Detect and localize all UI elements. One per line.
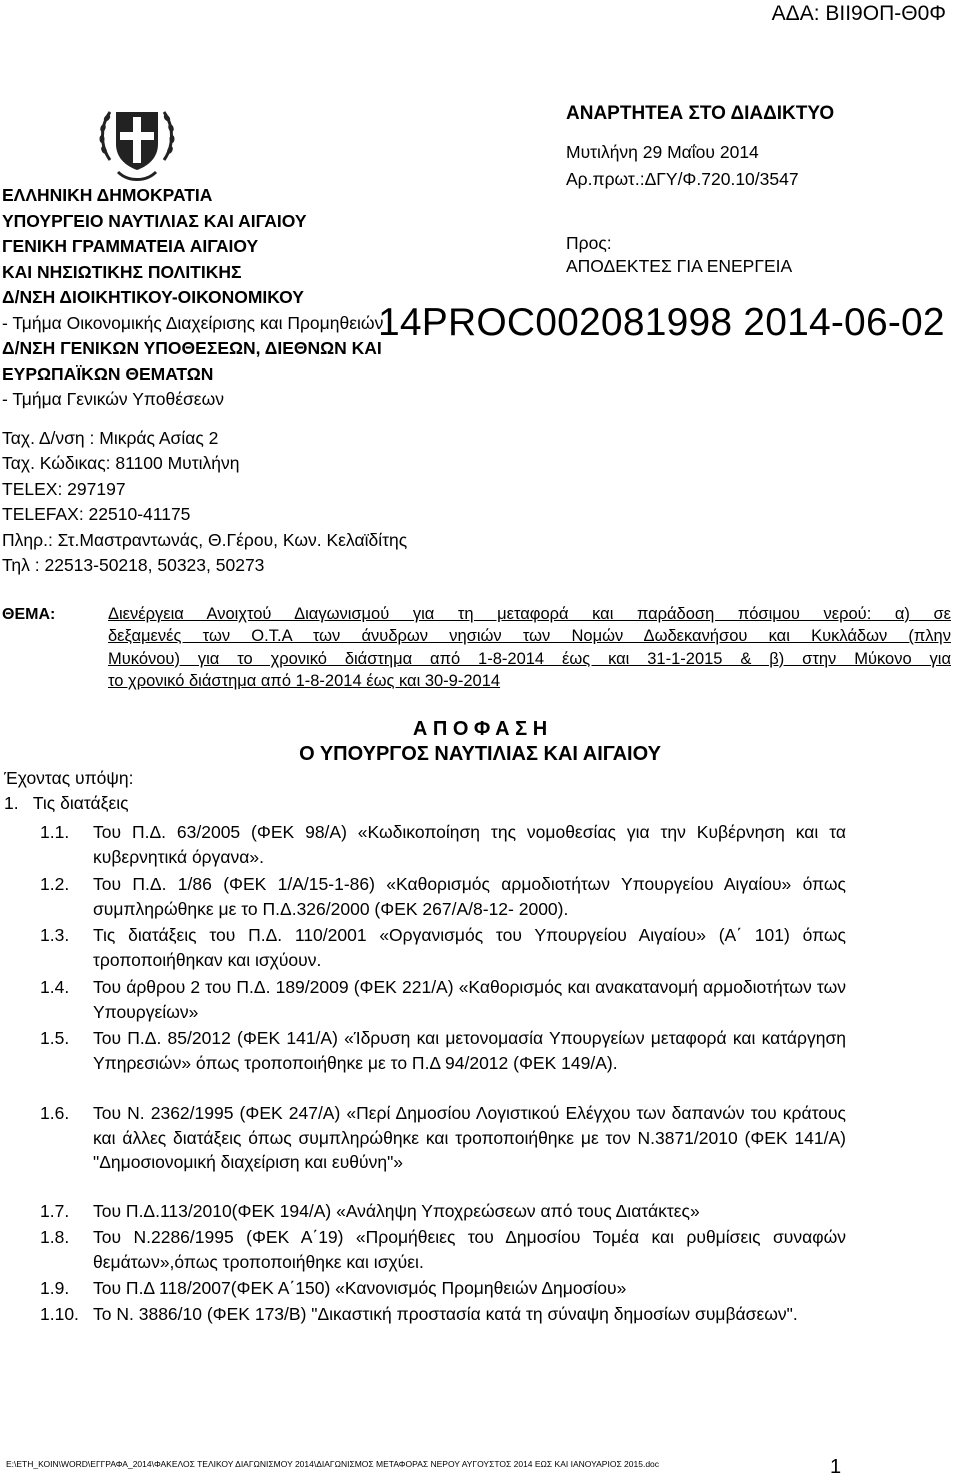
file-path-footer: E:\ΕΤΗ_ΚΟΙΝ\WORD\ΕΓΓΡΑΦΑ_2014\ΦΑΚΕΛΟΣ ΤΕΛΙΚΟΥ ΔΙΑΓΩΝΙΣΜΟΥ 2014\ΔΙΑΓΩΝΙΣΜΟΣ ΜΕΤΑΦΟΡΑΣ ΝΕΡΟΥ ΑΥΓΟΥΣΤΟΣ 2014 ΕΩΣ ΚΑΙ ΙΑΝΟΥΑΡΙΟΣ 2015.doc [6,1459,660,1469]
list-item [40,872,846,922]
subject-line: το χρονικό διάστημα από 1-8-2014 έως και 30-9-2014 [108,671,501,690]
header-line: - Τμήμα Γενικών Υποθέσεων [2,389,225,409]
list-item [40,1199,846,1225]
list-item [40,975,846,1025]
item-text: Του Π.Δ. 1/86 (ΦΕΚ 1/Α/15-1-86) «Καθορισμός αρμοδιοτήτων Υπουργείου Αιγαίου» όπως συμπληρώθηκε με το Π.Δ.326/2000 (ΦΕΚ 267/Α/8-12- 2000). [93,874,846,919]
item-text: Του Ν. 2362/1995 (ΦΕΚ 247/Α) «Περί Δημοσίου Λογιστικού Ελέγχου των δαπανών του κράτους και άλλες διατάξεις όπως συμπληρώθηκε και τροποποιήθηκε με τον Ν.3871/2010 (ΦΕΚ 141/Α) "Δημοσιονομική διαχείριση και ευθύνη"» [93,1103,846,1172]
list-item [40,1302,846,1352]
header-line: - Τμήμα Οικονομικής Διαχείρισης και Προμηθειών [2,312,384,333]
header-line: ΕΥΡΩΠΑΪΚΩΝ ΘΕΜΑΤΩΝ [2,363,214,384]
recipient-block [566,100,834,280]
header-line: ΕΛΛΗΝΙΚΗ ΔΗΜΟΚΡΑΤΙΑ [2,185,213,205]
list-item [40,820,846,870]
considering-label: Έχοντας υπόψη: [4,768,134,788]
address-line: TELEX: 297197 [2,478,126,499]
item-number: 1.6. [40,1103,70,1123]
post-notice: ΑΝΑΡΤΗΤΕΑ ΣΤΟ ΔΙΑΔΙΚΤΥΟ [566,103,835,124]
point-one: 1. Τις διατάξεις [4,793,129,813]
greek-coat-of-arms-icon [98,98,176,184]
item-text: Του Π.Δ. 85/2012 (ΦΕΚ 141/Α) «Ίδρυση και μετονομασία Υπουργείων μεταφορά και κατάργηση Υπηρεσιών» όπως τροποποιήθηκε με το Π.Δ 94/2012 (ΦΕΚ 149/Α). [93,1028,846,1073]
item-number: 1.9. [40,1278,70,1298]
item-text: Του Π.Δ 118/2007(ΦΕΚ Α΄150) «Κανονισμός Προμηθειών Δημοσίου» [93,1278,627,1298]
list-item [40,1276,846,1302]
item-text: Του Ν.2286/1995 (ΦΕΚ Α΄19) «Προμήθειες του Δημοσίου Τομέα και ρυθμίσεις συναφών θεμάτων»,όπως τροποποιήθηκε και ισχύει. [93,1227,846,1272]
item-number: 1.7. [40,1201,70,1221]
address-line: Πληρ.: Στ.Μαστραντωνάς, Θ.Γέρου, Κων. Κελαϊδίτης [2,529,408,550]
issuer-header [2,183,407,579]
item-number: 1.8. [40,1227,70,1247]
document-date: Μυτιλήνη 29 Μαΐου 2014 [566,142,759,162]
procurement-stamp: 14PROC002081998 2014-06-02 [378,301,945,344]
decision-title: Α Π Ο Φ Α Σ Η [412,718,548,740]
address-line: TELEFAX: 22510-41175 [2,504,191,524]
subject-text [108,603,951,692]
item-number: 1.4. [40,977,70,997]
protocol-number: Αρ.πρωτ.:ΔΓΥ/Φ.720.10/3547 [566,169,799,189]
item-text: Του Π.Δ. 63/2005 (ΦΕΚ 98/Α) «Κωδικοποίηση της νομοθεσίας για την Κυβέρνηση και τα κυβερνητικά όργανα». [93,822,846,867]
header-line: Δ/ΝΣΗ ΔΙΟΙΚΗΤΙΚΟΥ-ΟΙΚΟΝΟΜΙΚΟΥ [2,287,304,307]
recipient-value: ΑΠΟΔΕΚΤΕΣ ΓΙΑ ΕΝΕΡΓΕΙΑ [566,256,793,276]
header-line: ΥΠΟΥΡΓΕΙΟ ΝΑΥΤΙΛΙΑΣ ΚΑΙ ΑΙΓΑΙΟΥ [2,210,307,231]
subject-label: ΘΕΜΑ: [2,606,56,623]
list-item [40,1026,846,1100]
item-number: 1.2. [40,874,70,894]
list-item [40,1225,846,1275]
item-number: 1.5. [40,1028,70,1048]
item-text: Το Ν. 3886/10 (ΦΕΚ 173/Β) "Δικαστική προστασία κατά τη σύναψη δημοσίων συμβάσεων". [93,1304,798,1324]
list-item [40,1101,846,1199]
header-line: ΚΑΙ ΝΗΣΙΩΤΙΚΗΣ ΠΟΛΙΤΙΚΗΣ [2,261,242,282]
item-number: 1.10. [40,1304,79,1324]
header-line: ΓΕΝΙΚΗ ΓΡΑΜΜΑΤΕΙΑ ΑΙΓΑΙΟΥ [2,236,259,256]
recipient-label: Προς: [566,233,612,253]
decision-subtitle: Ο ΥΠΟΥΡΓΟΣ ΝΑΥΤΙΛΙΑΣ ΚΑΙ ΑΙΓΑΙΟΥ [299,743,661,765]
address-line: Ταχ. Κώδικας: 81100 Μυτιλήνη [2,453,240,473]
item-text: Του Π.Δ.113/2010(ΦΕΚ 194/Α) «Ανάληψη Υποχρεώσεων από τους Διατάκτες» [93,1201,700,1221]
list-item [40,923,846,973]
subject-line: Διενέργεια Ανοιχτού Διαγωνισμού για τη μεταφορά και παράδοση πόσιμου νερού: α) σε [108,605,951,623]
subject-line: Μυκόνου) για το χρονικό διάστημα από 1-8-2014 έως και 31-1-2015 & β) στην Μύκονο για [108,649,951,668]
item-text: Τις διατάξεις του Π.Δ. 110/2001 «Οργανισμός του Υπουργείου Αιγαίου» (Α΄ 101) όπως τροποποιήθηκαν και ισχύουν. [93,925,846,970]
header-line: Δ/ΝΣΗ ΓΕΝΙΚΩΝ ΥΠΟΘΕΣΕΩΝ, ΔΙΕΘΝΩΝ ΚΑΙ [2,338,382,358]
item-number: 1.3. [40,925,70,945]
ada-code: ΑΔΑ: ΒΙΙ9ΟΠ-Θ0Φ [771,2,946,25]
item-number: 1.1. [40,822,70,842]
address-line: Ταχ. Δ/νση : Μικράς Ασίας 2 [2,427,219,448]
address-line: Τηλ : 22513-50218, 50323, 50273 [2,555,265,575]
subject-line: δεξαμενές των Ο.Τ.Α των άνυδρων νησιών των Νομών Δωδεκανήσου και Κυκλάδων (πλην [108,627,951,646]
page-number: 1 [830,1456,842,1478]
item-text: Του άρθρου 2 του Π.Δ. 189/2009 (ΦΕΚ 221/Α) «Καθορισμός και ανακατανομή αρμοδιοτήτων των Υπουργείων» [93,977,846,1022]
